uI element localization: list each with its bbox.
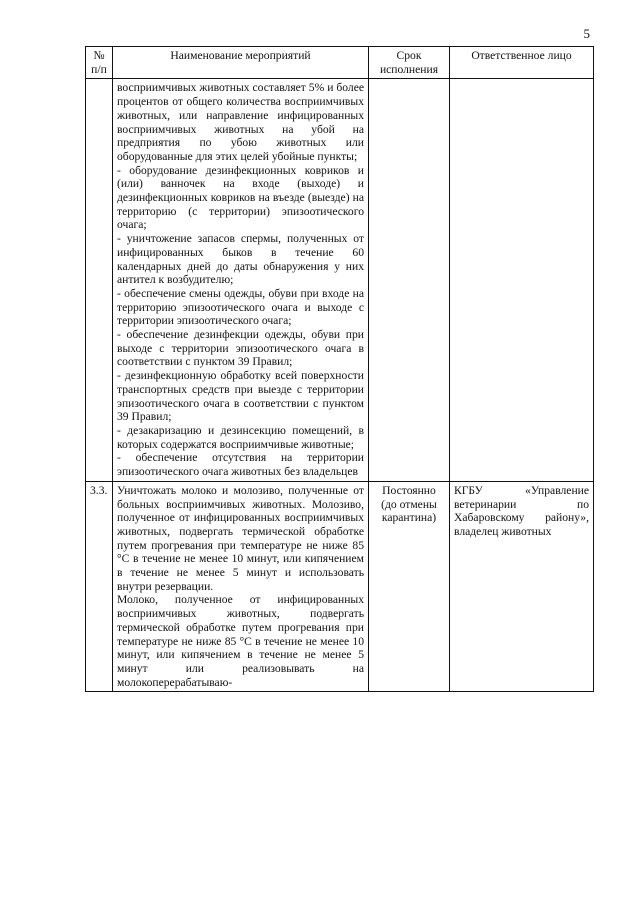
- measure-item: - дезинфекционную обработку всей поверхности транспортных средств при выезде с территории эпизоотического очага в соответствии с пунктом 39 Правил;: [117, 369, 364, 424]
- row-measures: [113, 481, 369, 692]
- measure-item: - обеспечение смены одежды, обуви при входе на территорию эпизоотического очага и выходе с территории эпизоотического очага;: [117, 286, 364, 328]
- row-num: 3.3.: [86, 481, 113, 692]
- measure-paragraph: Уничтожать молоко и молозиво, полученные от больных восприимчивых животных. Молозиво, полученное от инфицированных восприимчивых животных, подвергать термической обработке путем прогревания при температуре не ниже 85 °С в течение не менее 10 минут, или кипячением в течение не менее 5 минут и использовать внутри резервации.: [117, 483, 364, 593]
- row-term: [369, 79, 450, 481]
- header-term: Срок исполнения: [369, 47, 450, 79]
- page-number: 5: [583, 26, 590, 41]
- row-responsible: [450, 79, 594, 481]
- measure-item: - оборудование дезинфекционных ковриков и (или) ванночек на входе (выходе) и дезинфекционных ковриков на въезде (выезде) на территорию (с территории) эпизоотического очага;: [117, 163, 364, 232]
- measure-item: - обеспечение отсутствия на территории эпизоотического очага животных без владельцев: [117, 451, 364, 479]
- measures-table: [85, 46, 594, 692]
- row-responsible: КГБУ «Управление ветеринарии по Хабаровскому району», владелец животных: [450, 481, 594, 692]
- measure-item: восприимчивых животных составляет 5% и более процентов от общего количества восприимчивых животных, или направление инфицированных восприимчивых животных на убой на предприятия по убою животных или оборудованные для этих целей убойные пункты;: [117, 81, 364, 163]
- header-name: Наименование мероприятий: [113, 47, 369, 79]
- measure-item: - уничтожение запасов спермы, полученных от инфицированных быков в течение 60 календарных дней до даты обнаружения у них антител к возбудителю;: [117, 232, 364, 287]
- table-header-row: [86, 47, 594, 79]
- measure-paragraph: Молоко, полученное от инфицированных восприимчивых животных, подвергать термической обработке путем прогревания при температуре не ниже 85 °С в течение не менее 10 минут, или кипячением в течение не менее 5 минут или реализовывать на молокоперерабатываю-: [117, 593, 364, 689]
- table-row: [86, 79, 594, 481]
- header-num: № п/п: [86, 47, 113, 79]
- measure-item: - обеспечение дезинфекции одежды, обуви при выходе с территории эпизоотического очага в соответствии с пунктом 39 Правил;: [117, 328, 364, 369]
- row-num: [86, 79, 113, 481]
- measure-item: - дезакаризацию и дезинсекцию помещений, в которых содержатся восприимчивые животные;: [117, 423, 364, 451]
- header-responsible: Ответственное лицо: [450, 47, 594, 79]
- table-row: [86, 481, 594, 692]
- row-term: Постоянно (до отмены карантина): [369, 481, 450, 692]
- row-measures: [113, 79, 369, 481]
